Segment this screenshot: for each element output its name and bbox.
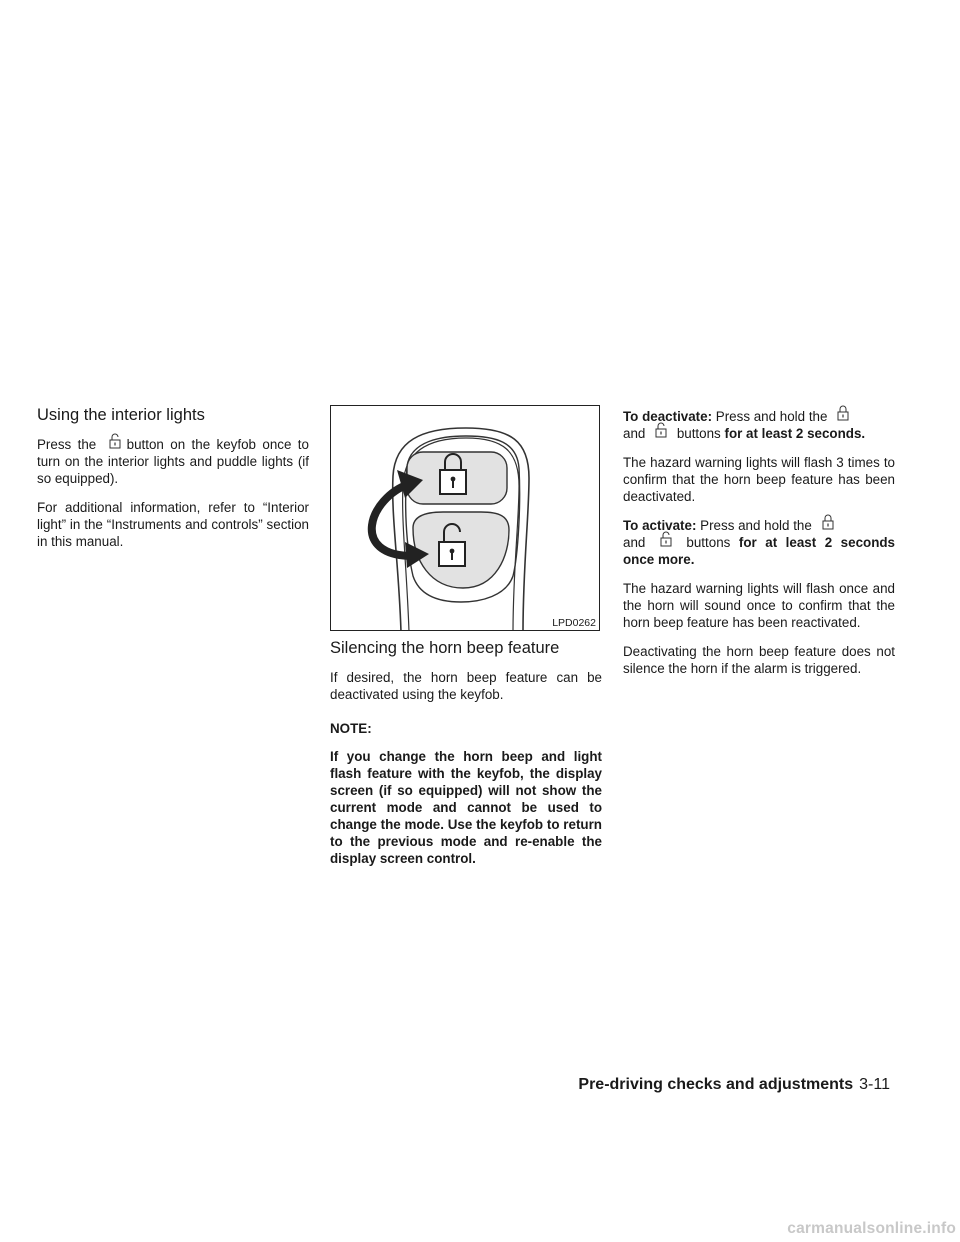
- unlock-icon: [649, 425, 673, 442]
- keyfob-drawing: [331, 406, 600, 631]
- activate-instruction: To activate: Press and hold the and buttons for at least 2 seconds once more.: [623, 517, 895, 568]
- right-column: [623, 408, 895, 689]
- alarm-note: Deactivating the horn beep feature does not silence the horn if the alarm is triggered.: [623, 644, 895, 676]
- keyfob-illustration: [330, 405, 600, 631]
- heading-interior-lights: Using the interior lights: [37, 406, 205, 424]
- interior-lights-paragraph: Press the button on the keyfob once to turn on the interior lights and puddle lights (if so equipped).: [37, 436, 309, 487]
- interior-light-reference: For additional information, refer to “Interior light” in the “Instruments and controls” section in this manual.: [37, 500, 309, 549]
- page-footer: [578, 1076, 890, 1094]
- lock-icon: [816, 517, 840, 534]
- deactivate-instruction: To deactivate: Press and hold the and buttons for at least 2 seconds.: [623, 408, 895, 442]
- deactivated-confirmation: The hazard warning lights will flash 3 times to confirm that the horn beep feature has been deactivated.: [623, 455, 895, 504]
- figure-label: LPD0262: [552, 617, 596, 629]
- reactivated-confirmation: The hazard warning lights will flash once and the horn will sound once to confirm that the horn beep feature has been reactivated.: [623, 581, 895, 630]
- lock-icon: [831, 408, 855, 425]
- section-title: Pre-driving checks and adjustments: [578, 1076, 854, 1093]
- heading-horn-beep: Silencing the horn beep feature: [330, 639, 560, 657]
- unlock-icon: [103, 436, 127, 453]
- left-column: [37, 405, 309, 562]
- horn-beep-intro: If desired, the horn beep feature can be deactivated using the keyfob.: [330, 670, 602, 702]
- page-number: 3-11: [859, 1076, 890, 1093]
- note-text: If you change the horn beep and light flash feature with the keyfob, the display screen (if so equipped) will not show the current mode and cannot be used to change the mode. Use the keyfob to return to the previous mode and re-enable the display screen control.: [330, 749, 602, 866]
- unlock-icon: [654, 534, 678, 551]
- watermark: carmanualsonline.info: [787, 1220, 956, 1237]
- note-label: NOTE:: [330, 721, 372, 736]
- middle-column: [330, 638, 602, 879]
